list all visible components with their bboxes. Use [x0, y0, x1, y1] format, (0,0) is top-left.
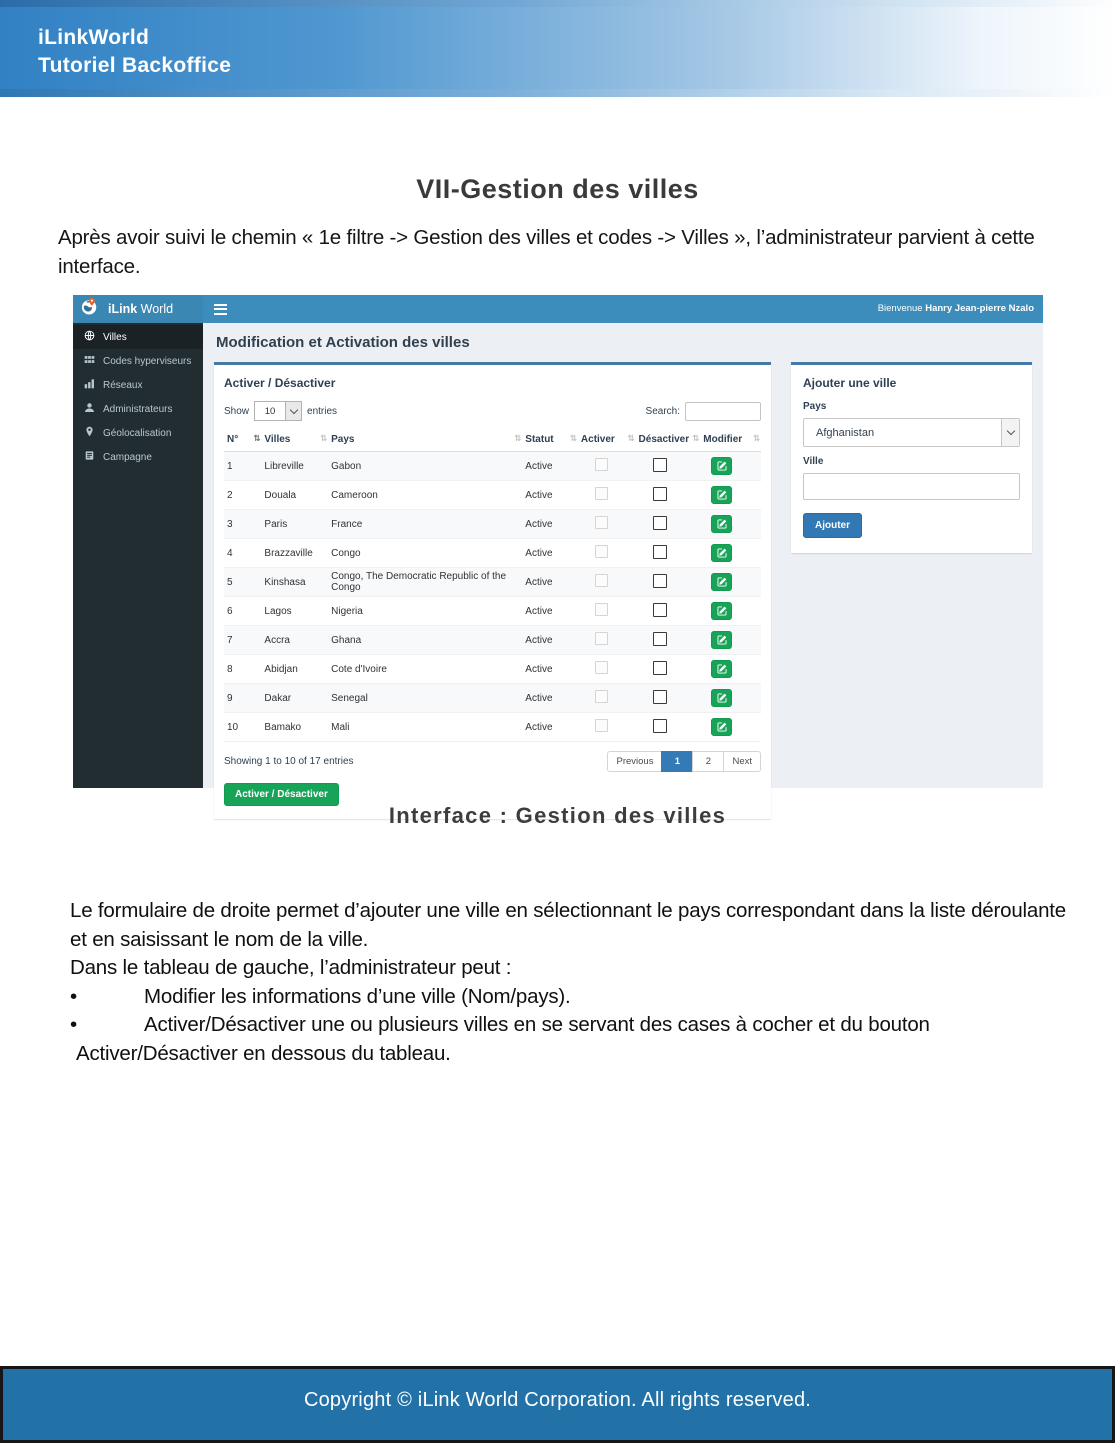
- table-row: [224, 568, 761, 597]
- villes-table-panel: [214, 362, 771, 819]
- user-icon: [84, 402, 95, 416]
- pagination-page-2[interactable]: 2: [692, 751, 724, 772]
- page-length-select[interactable]: 10: [254, 401, 302, 421]
- user-name: Hanry Jean-pierre Nzalo: [925, 303, 1034, 314]
- edit-pencil-icon: [717, 691, 727, 706]
- desactiver-checkbox[interactable]: [653, 632, 667, 646]
- column-header-activer[interactable]: Activer ⇅: [578, 429, 636, 452]
- sidebar-item-geolocalisation[interactable]: Géolocalisation: [73, 421, 203, 445]
- app-content: [203, 323, 1043, 800]
- ville-cell: Accra: [261, 626, 328, 655]
- ville-cell: Paris: [261, 510, 328, 539]
- table-row: [224, 626, 761, 655]
- edit-button[interactable]: [711, 602, 732, 620]
- add-panel-title: Ajouter une ville: [803, 376, 897, 390]
- ville-cell: Lagos: [261, 597, 328, 626]
- desactiver-checkbox[interactable]: [653, 516, 667, 530]
- row-number: 7: [224, 626, 261, 655]
- sort-icon: ⇅: [514, 434, 522, 444]
- sidebar-item-villes[interactable]: Villes: [73, 325, 203, 349]
- ville-label: Ville: [803, 456, 824, 467]
- edit-pencil-icon: [717, 633, 727, 648]
- column-header-desactiver[interactable]: Désactiver ⇅: [636, 429, 701, 452]
- ajouter-button[interactable]: Ajouter: [803, 513, 862, 538]
- edit-button[interactable]: [711, 573, 732, 591]
- figure-caption: Interface : Gestion des villes: [388, 803, 727, 828]
- add-ville-panel: [791, 362, 1032, 553]
- table-row: [224, 539, 761, 568]
- pays-cell: Gabon: [328, 452, 522, 481]
- pays-cell: Cameroon: [328, 481, 522, 510]
- bar-chart-icon: [84, 378, 95, 392]
- pays-cell: France: [328, 510, 522, 539]
- ville-cell: Dakar: [261, 684, 328, 713]
- pagination-next[interactable]: Next: [723, 751, 761, 772]
- pays-cell: Cote d'Ivoire: [328, 655, 522, 684]
- pagination-previous[interactable]: Previous: [607, 751, 662, 772]
- globe-pin-logo-icon: [80, 297, 99, 321]
- edit-button[interactable]: [711, 457, 732, 475]
- body-text: [70, 897, 1076, 1068]
- search-label: Search:: [645, 405, 680, 417]
- globe-icon: [84, 330, 95, 344]
- row-number: 9: [224, 684, 261, 713]
- pays-cell: Senegal: [328, 684, 522, 713]
- statut-cell: Active: [522, 510, 578, 539]
- ville-cell: Kinshasa: [261, 568, 328, 597]
- pays-cell: Mali: [328, 713, 522, 742]
- pays-cell: Ghana: [328, 626, 522, 655]
- statut-cell: Active: [522, 713, 578, 742]
- pays-label: Pays: [803, 401, 827, 412]
- page-footer: [0, 1366, 1115, 1443]
- sidebar-item-reseaux[interactable]: Réseaux: [73, 373, 203, 397]
- sort-icon: ⇅: [752, 434, 760, 444]
- brand-block: [38, 24, 231, 80]
- newspaper-icon: [84, 450, 95, 464]
- pays-selected-value: Afghanistan: [816, 426, 875, 439]
- entries-label: entries: [307, 405, 338, 417]
- desactiver-checkbox[interactable]: [653, 574, 667, 588]
- sort-icon: ⇅: [569, 434, 577, 444]
- villes-table: [224, 429, 761, 742]
- sort-icon: ⇅: [320, 434, 328, 444]
- body-paragraph-2: Dans le tableau de gauche, l’administrateur peut :: [70, 956, 512, 979]
- copyright-text: Copyright © iLink World Corporation. All rights reserved.: [303, 1389, 812, 1411]
- column-header-numero[interactable]: N° ⇅: [224, 429, 261, 452]
- welcome-message: Bienvenue Hanry Jean-pierre Nzalo: [877, 303, 1034, 314]
- app-brand: iLink World: [108, 302, 174, 316]
- chevron-down-icon: [1001, 419, 1019, 446]
- edit-pencil-icon: [717, 517, 727, 532]
- statut-cell: Active: [522, 481, 578, 510]
- row-number: 2: [224, 481, 261, 510]
- bullet-marker: •: [70, 1013, 77, 1036]
- sidebar-item-campagne[interactable]: Campagne: [73, 445, 203, 469]
- edit-pencil-icon: [717, 604, 727, 619]
- edit-button[interactable]: [711, 544, 732, 562]
- column-header-modifier[interactable]: Modifier ⇅: [700, 429, 761, 452]
- map-pin-icon: [84, 426, 95, 440]
- app-page-title: Modification et Activation des villes: [216, 334, 470, 351]
- pagination-page-1[interactable]: 1: [661, 751, 693, 772]
- statut-cell: Active: [522, 568, 578, 597]
- app-logo[interactable]: [73, 295, 203, 323]
- statut-cell: Active: [522, 684, 578, 713]
- column-header-pays[interactable]: Pays ⇅: [328, 429, 522, 452]
- ville-cell: Brazzaville: [261, 539, 328, 568]
- bullet-item-1: • Modifier les informations d’une ville (Nom/pays).: [70, 983, 1076, 1012]
- desactiver-checkbox[interactable]: [653, 487, 667, 501]
- sort-icon: ⇅: [627, 434, 635, 444]
- edit-button[interactable]: [711, 631, 732, 649]
- ville-cell: Libreville: [261, 452, 328, 481]
- app-sidebar: [73, 323, 203, 788]
- table-row: [224, 684, 761, 713]
- edit-button[interactable]: [711, 515, 732, 533]
- row-number: 3: [224, 510, 261, 539]
- sort-icon: ⇅: [692, 434, 700, 444]
- sort-icon: ⇅: [253, 434, 261, 444]
- edit-button[interactable]: [711, 718, 732, 736]
- edit-pencil-icon: [717, 488, 727, 503]
- table-row: [224, 597, 761, 626]
- activer-checkbox[interactable]: [595, 661, 608, 674]
- bullet-2-continuation: Activer/Désactiver en dessous du tableau.: [76, 1041, 451, 1065]
- statut-cell: Active: [522, 452, 578, 481]
- activer-checkbox[interactable]: [595, 516, 608, 529]
- bullet-marker: •: [70, 984, 77, 1008]
- row-number: 10: [224, 713, 261, 742]
- row-number: 4: [224, 539, 261, 568]
- pays-cell: Congo: [328, 539, 522, 568]
- desactiver-checkbox[interactable]: [653, 661, 667, 675]
- statut-cell: Active: [522, 626, 578, 655]
- activer-checkbox[interactable]: [595, 545, 608, 558]
- activer-checkbox[interactable]: [595, 632, 608, 645]
- desactiver-checkbox[interactable]: [653, 458, 667, 472]
- activer-checkbox[interactable]: [595, 574, 608, 587]
- desactiver-checkbox[interactable]: [653, 690, 667, 704]
- search-input[interactable]: [685, 402, 761, 421]
- chevron-down-icon: [285, 402, 301, 420]
- intro-paragraph: Après avoir suivi le chemin « 1e filtre -> Gestion des villes et codes -> Villes », l’administrateur parvient à cette interface.: [58, 226, 1035, 278]
- table-row: [224, 713, 761, 742]
- row-number: 8: [224, 655, 261, 684]
- table-summary: Showing 1 to 10 of 17 entries: [224, 756, 354, 767]
- activer-checkbox[interactable]: [595, 719, 608, 732]
- ville-cell: Abidjan: [261, 655, 328, 684]
- pays-select[interactable]: [803, 418, 1020, 447]
- table-row: [224, 655, 761, 684]
- pays-cell: Nigeria: [328, 597, 522, 626]
- activer-desactiver-button[interactable]: Activer / Désactiver: [224, 783, 339, 806]
- bullet-item-2: • Activer/Désactiver une ou plusieurs villes en se servant des cases à cocher et du bouton: [70, 1011, 1076, 1040]
- row-number: 6: [224, 597, 261, 626]
- table-header-row: [224, 429, 761, 452]
- edit-button[interactable]: [711, 689, 732, 707]
- ville-cell: Douala: [261, 481, 328, 510]
- brand-line2: Tutoriel Backoffice: [38, 54, 232, 77]
- table-row: [224, 481, 761, 510]
- desactiver-checkbox[interactable]: [653, 545, 667, 559]
- edit-pencil-icon: [717, 662, 727, 677]
- row-number: 1: [224, 452, 261, 481]
- column-header-statut[interactable]: Statut ⇅: [522, 429, 578, 452]
- table-row: [224, 510, 761, 539]
- activer-checkbox[interactable]: [595, 603, 608, 616]
- body-paragraph-1: Le formulaire de droite permet d’ajouter une ville en sélectionnant le pays correspondant dans la liste déroulante et en saisissant le nom de la ville.: [70, 899, 1066, 951]
- page-banner: [0, 0, 1115, 97]
- edit-button[interactable]: [711, 486, 732, 504]
- edit-pencil-icon: [717, 459, 727, 474]
- ville-cell: Bamako: [261, 713, 328, 742]
- statut-cell: Active: [522, 539, 578, 568]
- desactiver-checkbox[interactable]: [653, 603, 667, 617]
- edit-button[interactable]: [711, 660, 732, 678]
- document-title: VII-Gestion des villes: [416, 174, 699, 204]
- row-number: 5: [224, 568, 261, 597]
- grid-icon: [84, 354, 95, 368]
- ville-input[interactable]: [803, 473, 1020, 500]
- edit-pencil-icon: [717, 575, 727, 590]
- statut-cell: Active: [522, 597, 578, 626]
- sidebar-item-administrateurs[interactable]: Administrateurs: [73, 397, 203, 421]
- edit-pencil-icon: [717, 546, 727, 561]
- activer-checkbox[interactable]: [595, 690, 608, 703]
- desactiver-checkbox[interactable]: [653, 719, 667, 733]
- activer-checkbox[interactable]: [595, 487, 608, 500]
- statut-cell: Active: [522, 655, 578, 684]
- app-screenshot: [73, 295, 1043, 800]
- pays-cell: Congo, The Democratic Republic of the Congo: [328, 568, 522, 597]
- table-panel-title: Activer / Désactiver: [224, 376, 336, 390]
- column-header-villes[interactable]: Villes ⇅: [261, 429, 328, 452]
- sidebar-item-codes-hyperviseurs[interactable]: Codes hyperviseurs: [73, 349, 203, 373]
- activer-checkbox[interactable]: [595, 458, 608, 471]
- edit-pencil-icon: [717, 720, 727, 735]
- table-row: [224, 452, 761, 481]
- show-label: Show: [224, 405, 250, 417]
- brand-line1: iLinkWorld: [38, 26, 150, 49]
- hamburger-icon[interactable]: [208, 295, 233, 323]
- pagination: [607, 751, 761, 772]
